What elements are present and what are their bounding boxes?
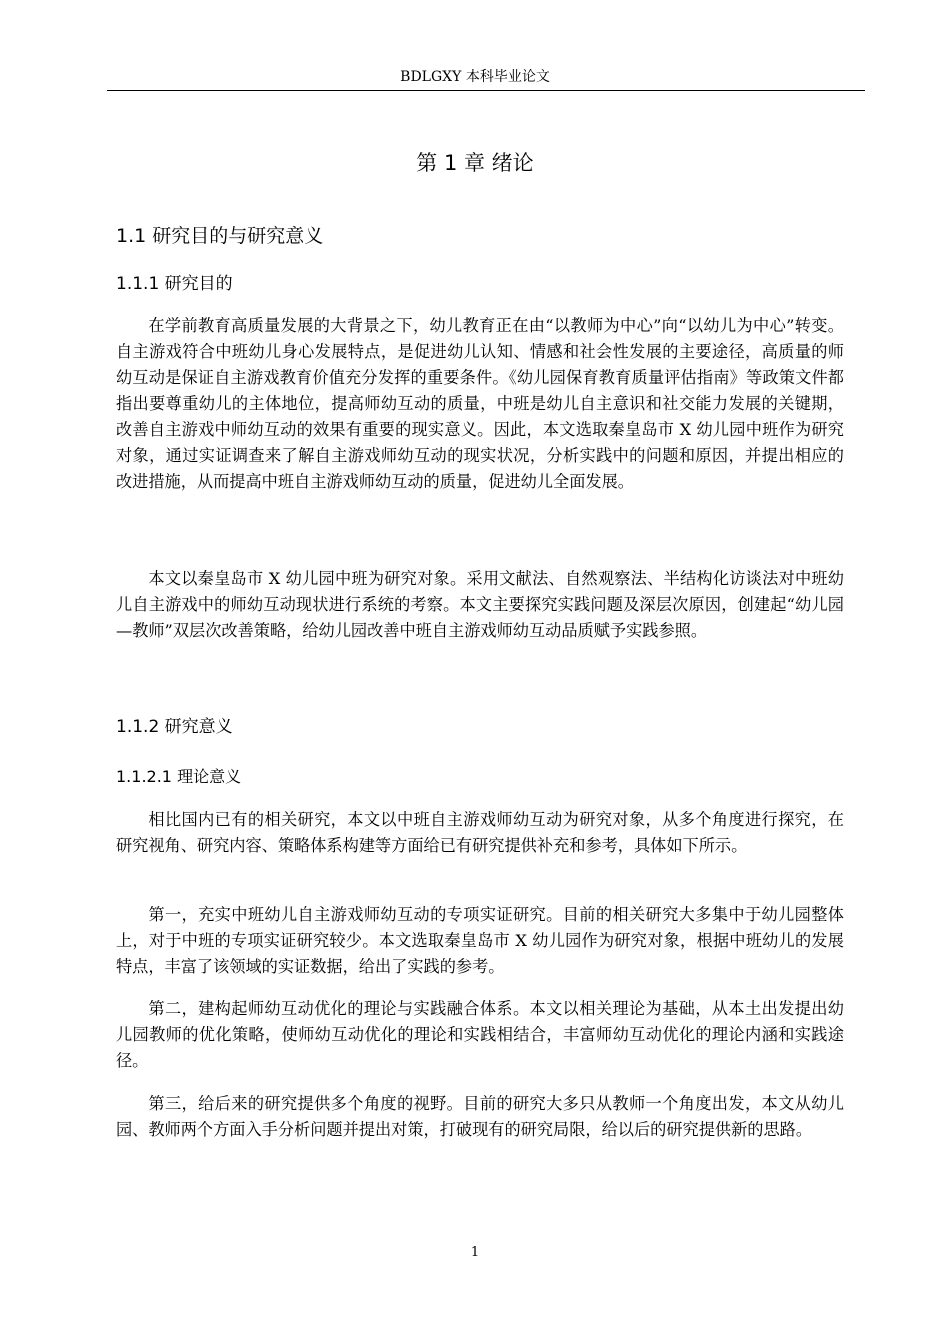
paragraph-purpose-2: 本文以秦皇岛市 X 幼儿园中班为研究对象。采用文献法、自然观察法、半结构化访谈法对中班幼儿自主游戏中的师幼互动现状进行系统的考察。本文主要探究实践问题及深层次原因，创建起“幼儿园—教师”双层次改善策略，给幼儿园改善中班自主游戏师幼互动品质赋予实践参照。 [116, 569, 844, 640]
page-number: 1 [470, 1245, 480, 1260]
section-heading-1-1-2-1: 1.1.2.1 理论意义 [116, 767, 242, 786]
paragraph-theory-2: 第二，建构起师幼互动优化的理论与实践融合体系。本文以相关理论为基础，从本土出发提出幼儿园教师的优化策略，使师幼互动优化的理论和实践相结合，丰富师幼互动优化的理论内涵和实践途径。 [116, 999, 844, 1070]
section-heading-1-1-1: 1.1.1 研究目的 [116, 274, 233, 294]
paragraph-purpose-1: 在学前教育高质量发展的大背景之下，幼儿教育正在由“以教师为中心”向“以幼儿为中心”转变。自主游戏符合中班幼儿身心发展特点，是促进幼儿认知、情感和社会性发展的主要途径，高质量的师幼互动是保证自主游戏教育价值充分发挥的重要条件。《幼儿园保育教育质量评估指南》等政策文件都指出要尊重幼儿的主体地位，提高师幼互动的质量，中班是幼儿自主意识和社交能力发展的关键期，改善自主游戏中师幼互动的效果有重要的现实意义。因此，本文选取秦皇岛市 X 幼儿园中班作为研究对象，通过实证调查来了解自主游戏师幼互动的现实状况，分析实践中的问题和原因，并提出相应的改进措施，从而提高中班自主游戏师幼互动的质量，促进幼儿全面发展。 [116, 316, 844, 491]
running-header: BDLGXY 本科毕业论文 [400, 69, 550, 85]
chapter-title: 第 1 章 绪论 [416, 151, 534, 175]
section-heading-1-1: 1.1 研究目的与研究意义 [116, 225, 324, 247]
header-rule [107, 90, 865, 91]
paragraph-theory-1: 第一，充实中班幼儿自主游戏师幼互动的专项实证研究。目前的相关研究大多集中于幼儿园整体上，对于中班的专项实证研究较少。本文选取秦皇岛市 X 幼儿园作为研究对象，根据中班幼儿的发展特点，丰富了该领域的实证数据，给出了实践的参考。 [116, 905, 844, 976]
section-heading-1-1-2: 1.1.2 研究意义 [116, 717, 233, 737]
paragraph-theory-intro: 相比国内已有的相关研究，本文以中班自主游戏师幼互动为研究对象，从多个角度进行探究，在研究视角、研究内容、策略体系构建等方面给已有研究提供补充和参考，具体如下所示。 [116, 810, 844, 855]
paragraph-theory-3: 第三，给后来的研究提供多个角度的视野。目前的研究大多只从教师一个角度出发，本文从幼儿园、教师两个方面入手分析问题并提出对策，打破现有的研究局限，给以后的研究提供新的思路。 [116, 1094, 844, 1139]
